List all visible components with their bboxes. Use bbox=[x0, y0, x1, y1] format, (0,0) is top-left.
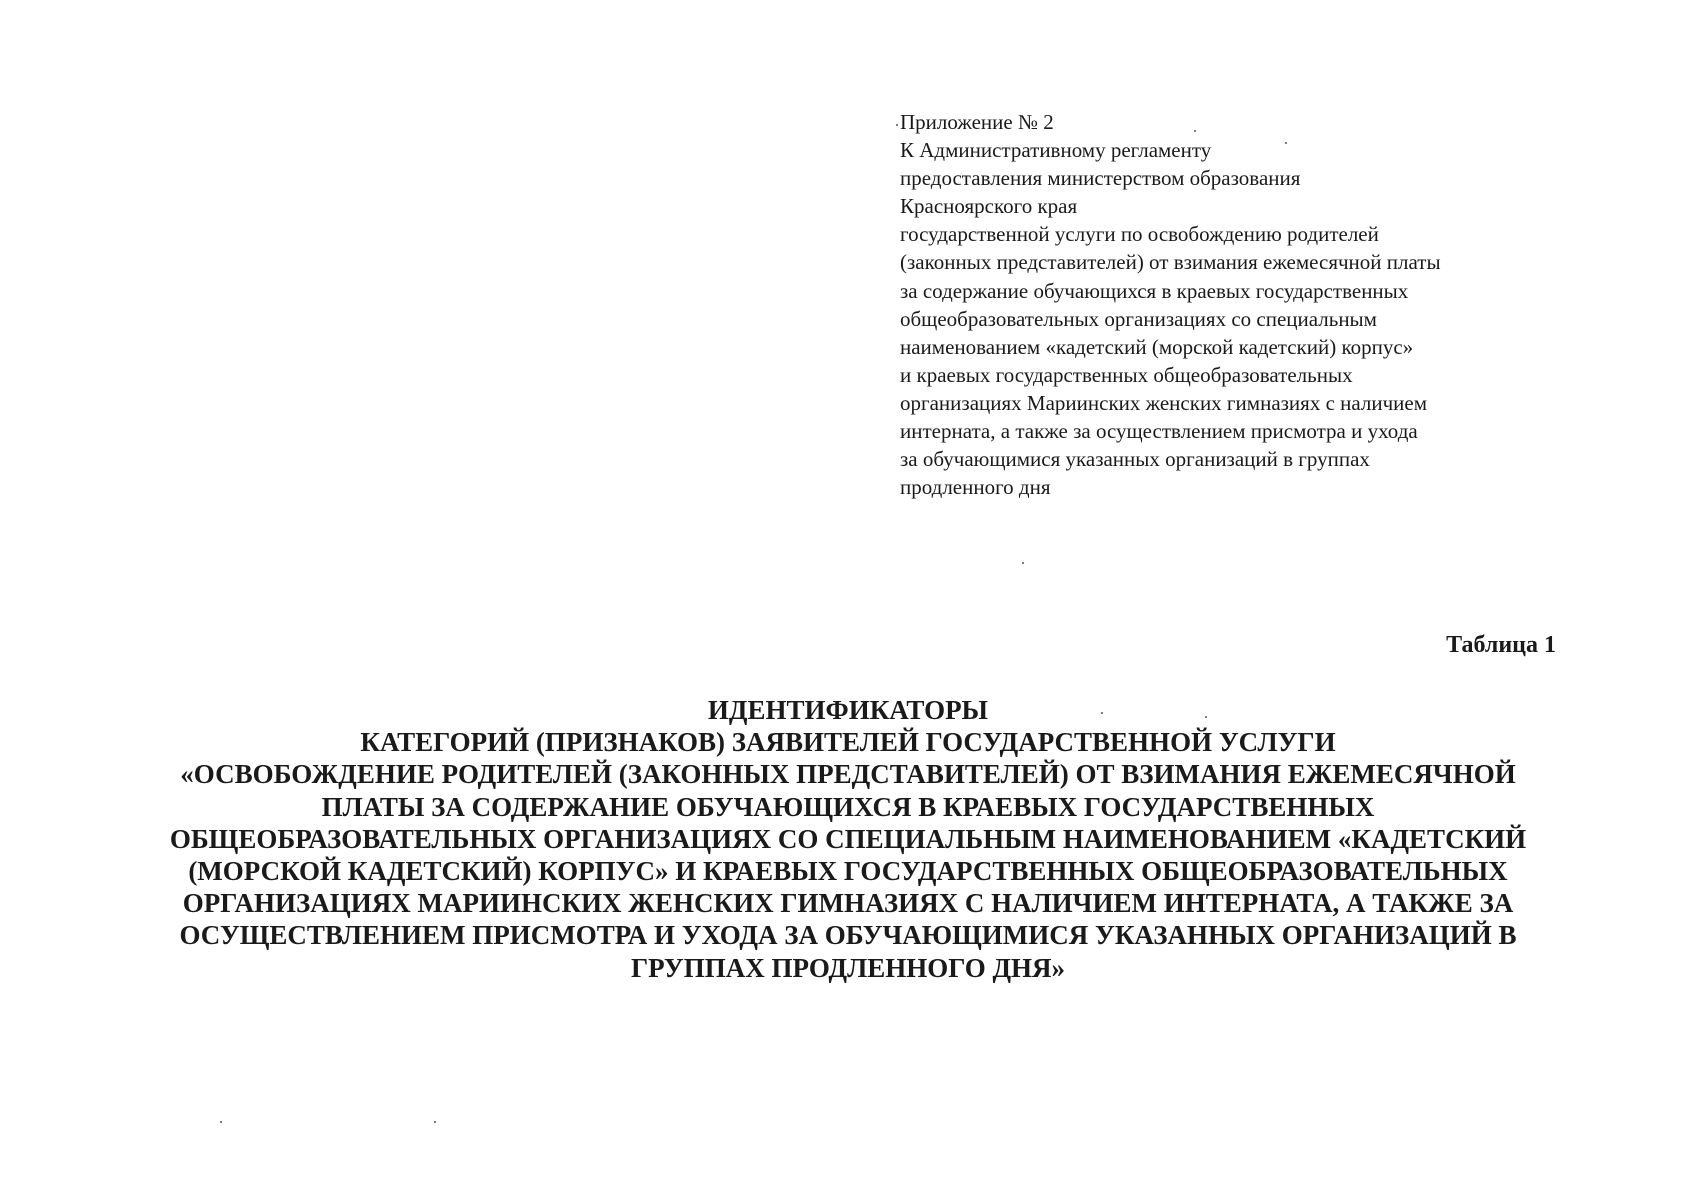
scan-speck bbox=[1285, 142, 1287, 144]
appendix-line: продленного дня bbox=[900, 475, 1051, 500]
appendix-line: за содержание обучающихся в краевых государственных bbox=[900, 278, 1409, 303]
appendix-line: и краевых государственных общеобразовательных bbox=[900, 362, 1353, 387]
heading-line: ОРГАНИЗАЦИЯХ МАРИИНСКИХ ЖЕНСКИХ ГИМНАЗИЯХ С НАЛИЧИЕМ ИНТЕРНАТА, А ТАКЖЕ ЗА bbox=[182, 888, 1514, 919]
document-heading bbox=[60, 694, 1636, 984]
scan-speck bbox=[434, 1121, 436, 1123]
scan-speck bbox=[896, 124, 898, 126]
scan-speck bbox=[1022, 562, 1024, 564]
scan-speck bbox=[1101, 712, 1103, 714]
appendix-line: за обучающимися указанных организаций в группах bbox=[900, 447, 1370, 472]
heading-line: ОБЩЕОБРАЗОВАТЕЛЬНЫХ ОРГАНИЗАЦИЯХ СО СПЕЦИАЛЬНЫМ НАИМЕНОВАНИЕМ «КАДЕТСКИЙ bbox=[169, 823, 1527, 854]
appendix-line: Красноярского края bbox=[900, 194, 1078, 219]
appendix-line: К Административному регламенту bbox=[900, 138, 1212, 163]
scan-speck bbox=[1205, 716, 1207, 718]
scan-speck bbox=[220, 1121, 222, 1123]
appendix-line: государственной услуги по освобождению родителей bbox=[900, 222, 1379, 247]
scan-speck bbox=[1194, 130, 1196, 132]
appendix-line: наименованием «кадетский (морской кадетский) корпус» bbox=[900, 334, 1414, 359]
heading-line: ИДЕНТИФИКАТОРЫ bbox=[707, 695, 989, 725]
table-label: Таблица 1 bbox=[1446, 632, 1556, 658]
appendix-line: интерната, а также за осуществлением присмотра и ухода bbox=[900, 419, 1418, 444]
appendix-line: (законных представителей) от взимания ежемесячной платы bbox=[900, 250, 1441, 275]
appendix-line: Приложение № 2 bbox=[900, 110, 1054, 134]
appendix-line: предоставления министерством образования bbox=[900, 166, 1301, 191]
heading-line: КАТЕГОРИЙ (ПРИЗНАКОВ) ЗАЯВИТЕЛЕЙ ГОСУДАРСТВЕННОЙ УСЛУГИ bbox=[360, 727, 1336, 758]
appendix-line: общеобразовательных организациях со специальным bbox=[900, 306, 1377, 331]
heading-line: ГРУППАХ ПРОДЛЕННОГО ДНЯ» bbox=[630, 952, 1066, 983]
appendix-line: организациях Мариинских женских гимназиях с наличием bbox=[900, 390, 1428, 415]
appendix-note bbox=[900, 108, 1600, 501]
heading-line: ОСУЩЕСТВЛЕНИЕМ ПРИСМОТРА И УХОДА ЗА ОБУЧАЮЩИМИСЯ УКАЗАННЫХ ОРГАНИЗАЦИЙ В bbox=[179, 920, 1517, 951]
heading-line: (МОРСКОЙ КАДЕТСКИЙ) КОРПУС» И КРАЕВЫХ ГОСУДАРСТВЕННЫХ ОБЩЕОБРАЗОВАТЕЛЬНЫХ bbox=[188, 856, 1508, 887]
heading-line: ПЛАТЫ ЗА СОДЕРЖАНИЕ ОБУЧАЮЩИХСЯ В КРАЕВЫХ ГОСУДАРСТВЕННЫХ bbox=[321, 791, 1375, 822]
heading-line: «ОСВОБОЖДЕНИЕ РОДИТЕЛЕЙ (ЗАКОННЫХ ПРЕДСТАВИТЕЛЕЙ) ОТ ВЗИМАНИЯ ЕЖЕМЕСЯЧНОЙ bbox=[180, 759, 1516, 790]
